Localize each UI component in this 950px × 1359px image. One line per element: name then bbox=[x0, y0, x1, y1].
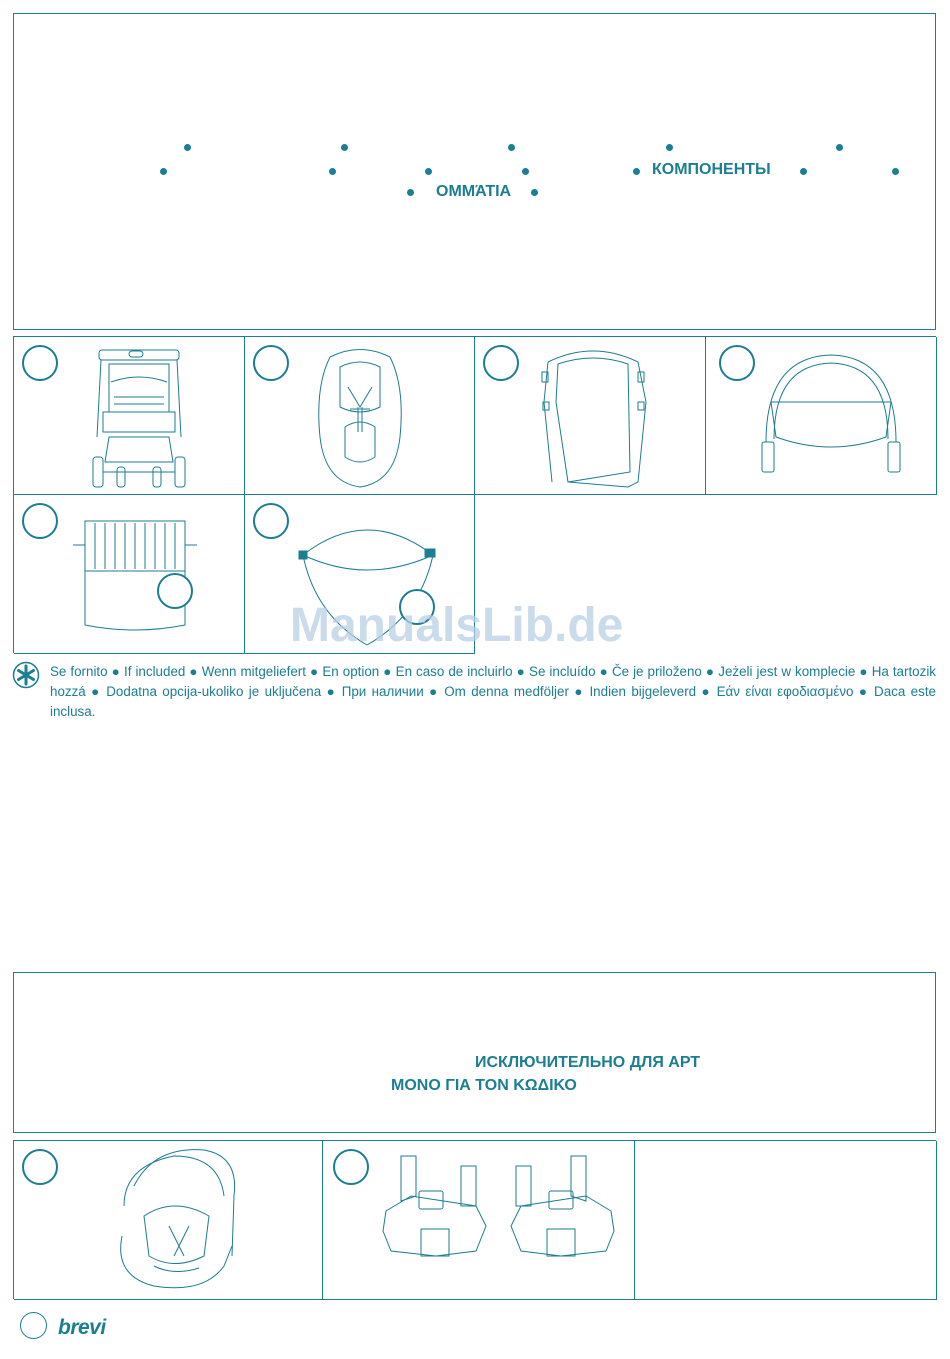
component-label-circle bbox=[22, 1149, 58, 1185]
component-label-circle bbox=[719, 345, 755, 381]
seat-insert-illustration bbox=[310, 347, 410, 492]
included-note: Se fornito ● If included ● Wenn mitgeliefert ● En option ● En caso de incluirlo ● Se incluído ● Če je priloženo ● Jeżeli jest w komplecie ● Ha tartozik hozzá ● Dodatna opcija-ukoliko je uključena ● При наличии ● Om denna medföljer ● Indien bijgeleverd ● Εάν είναι εφοδιασμένο ● Daca este inclusa. bbox=[50, 664, 936, 719]
car-seat-adapters-illustration bbox=[381, 1151, 621, 1266]
hood-illustration bbox=[538, 342, 648, 492]
component-label-circle bbox=[253, 345, 289, 381]
component-cell bbox=[14, 337, 245, 495]
components-heading-gr: ΟΜΜΆΤΙΑ bbox=[436, 183, 512, 200]
stroller-illustration bbox=[89, 342, 189, 492]
exclusive-header-box bbox=[13, 972, 936, 1133]
bullet-dot bbox=[633, 168, 640, 175]
bullet-dot bbox=[184, 144, 191, 151]
bullet-dot bbox=[329, 168, 336, 175]
component-cell bbox=[635, 1141, 937, 1300]
component-label-circle bbox=[22, 503, 58, 539]
bullet-dot bbox=[836, 144, 843, 151]
asterisk-icon bbox=[12, 661, 40, 689]
component-label-circle bbox=[483, 345, 519, 381]
exclusive-heading-gr: ΜΟΝΟ ΓΙΑ ΤΟΝ ΚΩΔΙΚΟ bbox=[391, 1077, 577, 1094]
bullet-dot bbox=[892, 168, 899, 175]
bullet-dot bbox=[508, 144, 515, 151]
component-cell bbox=[14, 1141, 323, 1300]
bullet-dot bbox=[666, 144, 673, 151]
bullet-dot bbox=[341, 144, 348, 151]
bullet-dot bbox=[407, 189, 414, 196]
watermark: ManualsLib.de bbox=[290, 599, 624, 652]
exclusive-components-grid bbox=[13, 1140, 936, 1299]
bullet-dot bbox=[160, 168, 167, 175]
component-cell bbox=[475, 337, 706, 495]
components-heading-ru: КОМПОНЕНТЫ bbox=[652, 161, 771, 178]
component-cell bbox=[706, 337, 937, 495]
bumper-bar-illustration bbox=[756, 347, 906, 482]
bullet-dot bbox=[800, 168, 807, 175]
bullet-dot bbox=[531, 189, 538, 196]
page-number-circle bbox=[20, 1312, 47, 1339]
exclusive-heading-ru: ИСКЛЮЧИТЕЛЬНО ДЛЯ АРТ bbox=[475, 1054, 701, 1071]
component-label-circle bbox=[22, 345, 58, 381]
component-label-circle bbox=[333, 1149, 369, 1185]
component-cell bbox=[323, 1141, 635, 1300]
brevi-logo: brevi bbox=[58, 1316, 106, 1339]
bullet-dot bbox=[522, 168, 529, 175]
components-header-box bbox=[13, 13, 936, 330]
component-cell bbox=[245, 337, 475, 495]
car-seat-illustration bbox=[114, 1146, 244, 1296]
component-label-circle bbox=[253, 503, 289, 539]
bullet-dot bbox=[425, 168, 432, 175]
component-label-circle bbox=[157, 573, 193, 609]
component-cell bbox=[14, 495, 245, 654]
